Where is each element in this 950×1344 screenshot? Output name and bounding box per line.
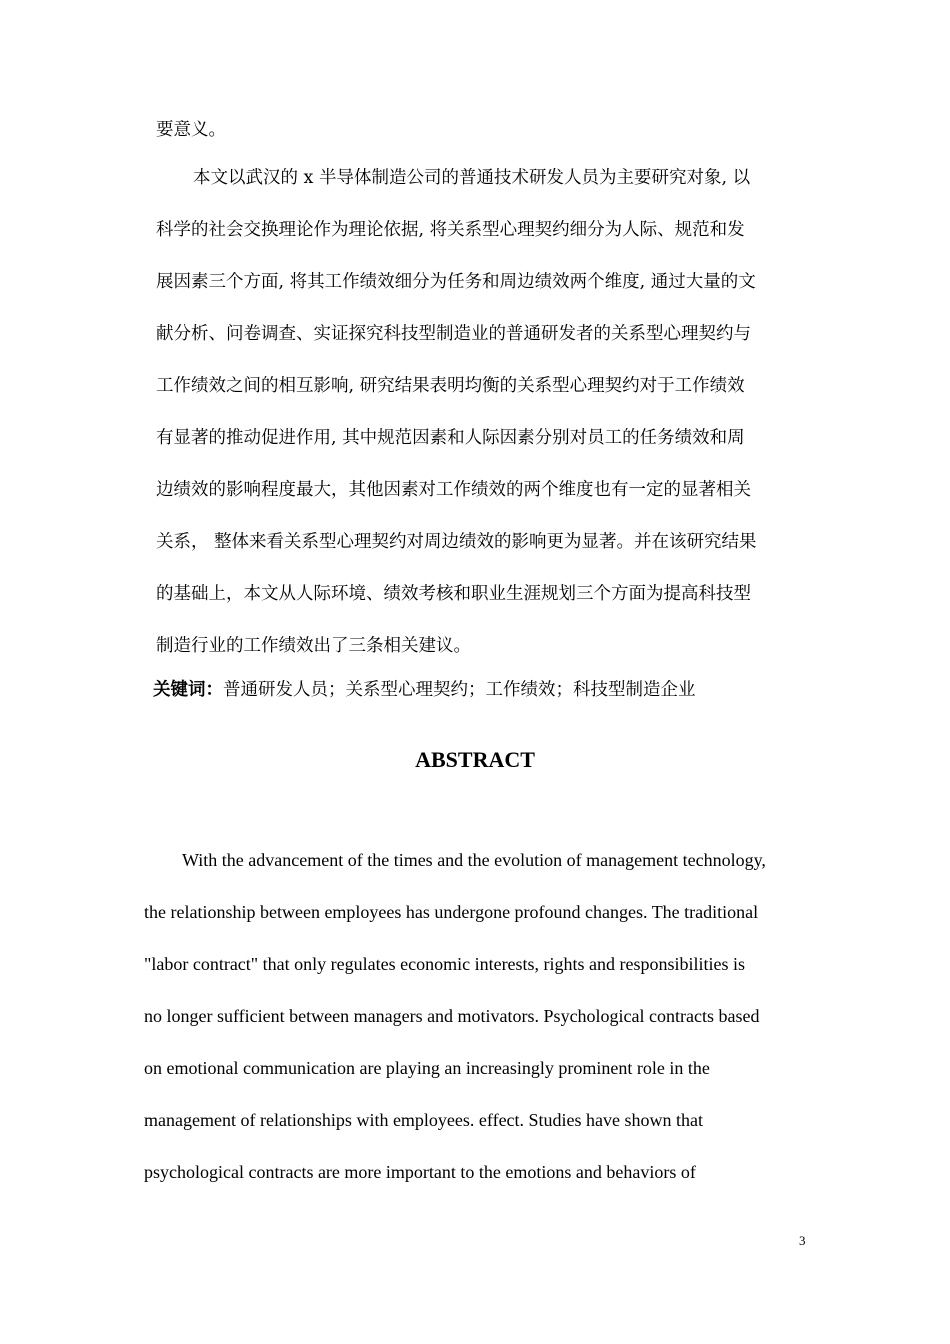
cn-paragraph-line: 要意义。: [156, 120, 226, 140]
cn-paragraph-line: 关系， 整体来看关系型心理契约对周边绩效的影响更为显著。并在该研究结果: [156, 532, 757, 552]
cn-paragraph-line: 工作绩效之间的相互影响, 研究结果表明均衡的关系型心理契约对于工作绩效: [156, 376, 745, 396]
keywords-label: 关键词：: [153, 680, 223, 700]
keywords-text: 普通研发人员；关系型心理契约；工作绩效；科技型制造企业: [223, 680, 696, 700]
cn-paragraph-line: 有显著的推动促进作用, 其中规范因素和人际因素分别对员工的任务绩效和周: [156, 428, 745, 448]
en-paragraph-line: "labor contract" that only regulates economic interests, rights and responsibilities is: [144, 954, 746, 974]
en-paragraph-line: management of relationships with employees. effect. Studies have shown that: [144, 1110, 704, 1130]
en-paragraph-line: no longer sufficient between managers and motivators. Psychological contracts based: [144, 1006, 760, 1026]
cn-paragraph-line: 展因素三个方面, 将其工作绩效细分为任务和周边绩效两个维度, 通过大量的文: [156, 272, 756, 292]
cn-paragraph-line: 科学的社会交换理论作为理论依据, 将关系型心理契约细分为人际、规范和发: [156, 220, 745, 240]
cn-paragraph-line: 本文以武汉的 x 半导体制造公司的普通技术研发人员为主要研究对象, 以: [193, 168, 751, 188]
keywords-line: [153, 678, 696, 702]
en-paragraph-line: the relationship between employees has undergone profound changes. The traditional: [144, 902, 759, 922]
cn-paragraph-line: 的基础上，本文从人际环境、绩效考核和职业生涯规划三个方面为提高科技型: [156, 584, 751, 604]
page-number: 3: [799, 1233, 806, 1248]
en-paragraph-line: psychological contracts are more important to the emotions and behaviors of: [144, 1162, 696, 1182]
en-paragraph-line: on emotional communication are playing an increasingly prominent role in the: [144, 1058, 710, 1078]
abstract-heading: ABSTRACT: [415, 747, 535, 772]
en-paragraph-line: With the advancement of the times and the evolution of management technology,: [182, 850, 766, 870]
cn-paragraph-line: 制造行业的工作绩效出了三条相关建议。: [156, 636, 471, 656]
cn-paragraph-line: 边绩效的影响程度最大，其他因素对工作绩效的两个维度也有一定的显著相关: [156, 480, 751, 500]
cn-paragraph-line: 献分析、问卷调查、实证探究科技型制造业的普通研发者的关系型心理契约与: [156, 324, 751, 344]
